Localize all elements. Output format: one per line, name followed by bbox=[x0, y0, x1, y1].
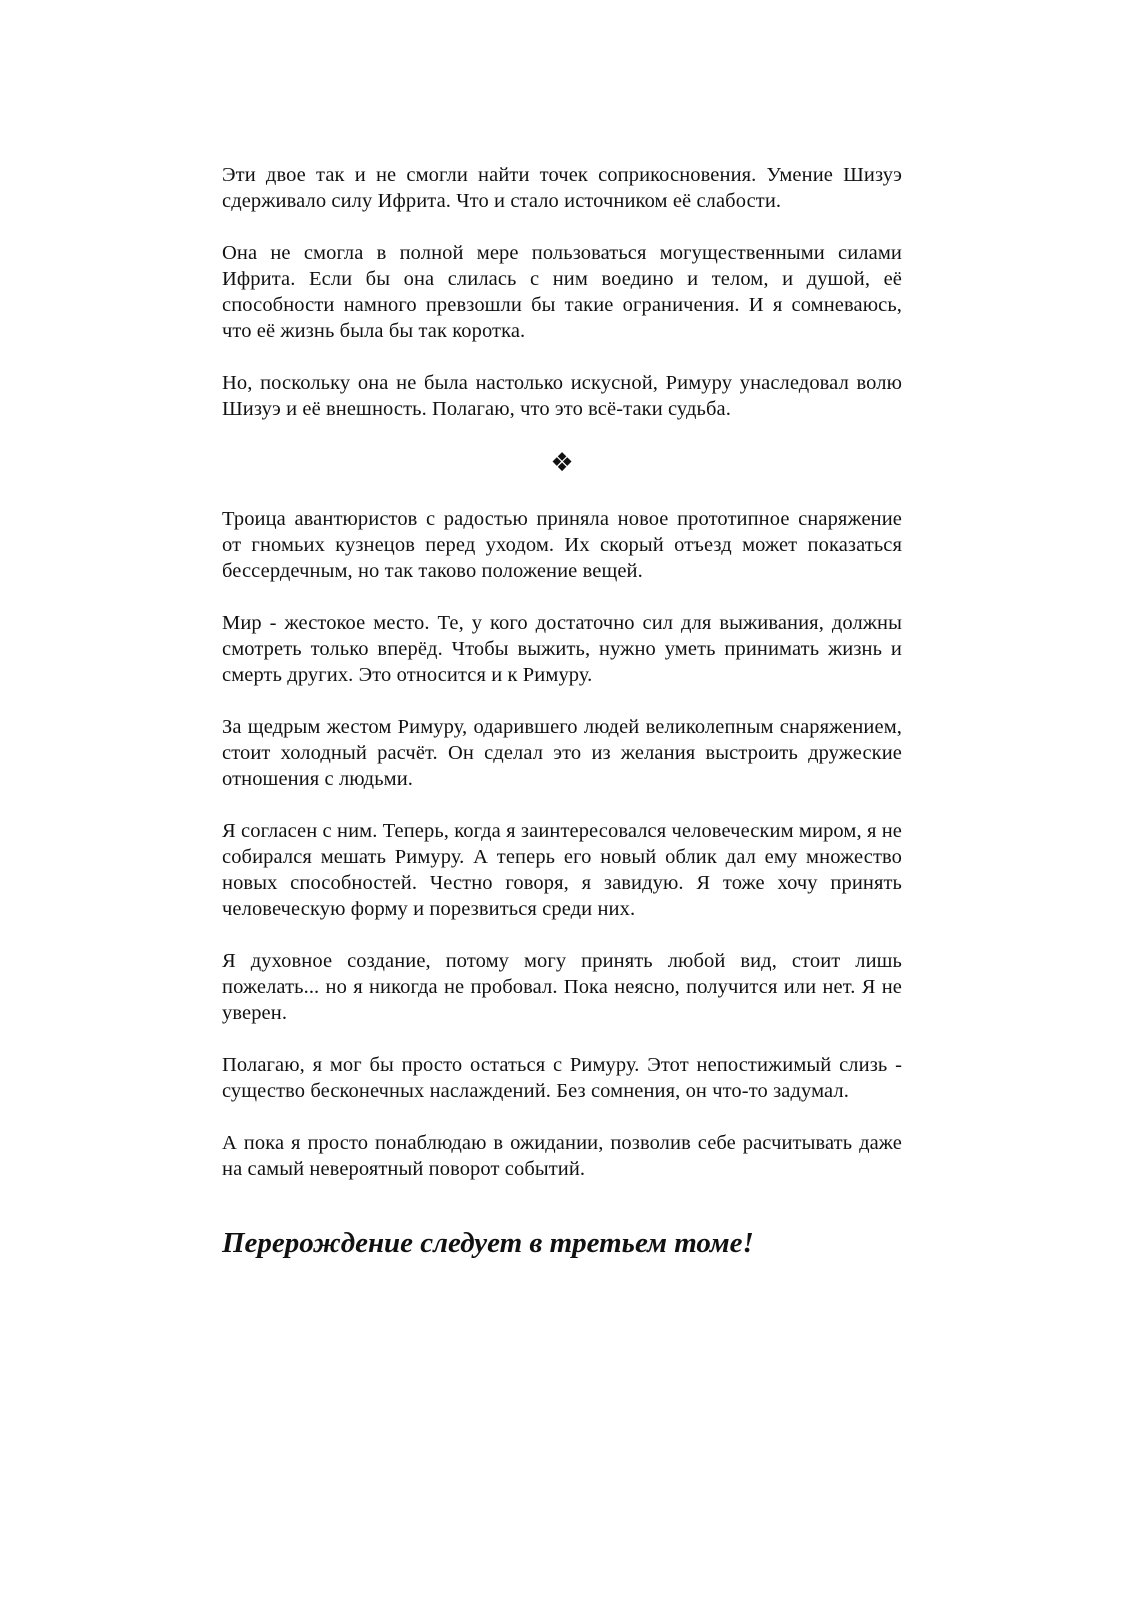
paragraph: Троица авантюристов с радостью приняла новое прототипное снаряжение от гномьих кузнецов перед уходом. Их скорый отъезд может показаться бессердечным, но так таково положение вещей. bbox=[222, 508, 902, 582]
paragraph: Я согласен с ним. Теперь, когда я заинтересовался человеческим миром, я не собирался мешать Римуру. А теперь его новый облик дал ему множество новых способностей. Честно говоря, я завидую. Я тоже хочу принять человеческую форму и порезвиться среди них. bbox=[222, 820, 902, 920]
paragraph: Мир - жестокое место. Те, у кого достаточно сил для выживания, должны смотреть только вперёд. Чтобы выжить, нужно уметь принимать жизнь и смерть других. Это относится и к Римуру. bbox=[222, 612, 902, 686]
closing-announcement: Перерождение следует в третьем томе! bbox=[222, 1227, 754, 1259]
paragraph: Эти двое так и не смогли найти точек соприкосновения. Умение Шизуэ сдерживало силу Ифрита. Что и стало источником её слабости. bbox=[222, 164, 902, 212]
paragraph: За щедрым жестом Римуру, одарившего людей великолепным снаряжением, стоит холодный расчёт. Он сделал это из желания выстроить дружеские отношения с людьми. bbox=[222, 716, 902, 790]
paragraph: Полагаю, я мог бы просто остаться с Римуру. Этот непостижимый слизь - существо бесконечных наслаждений. Без сомнения, он что-то задумал. bbox=[222, 1054, 902, 1102]
section-divider-ornament: ❖ bbox=[550, 448, 574, 478]
paragraph: Но, поскольку она не была настолько искусной, Римуру унаследовал волю Шизуэ и её внешность. Полагаю, что это всё-таки судьба. bbox=[222, 372, 902, 420]
paragraph: А пока я просто понаблюдаю в ожидании, позволив себе расчитывать даже на самый невероятный поворот событий. bbox=[222, 1132, 902, 1180]
paragraph: Она не смогла в полной мере пользоваться могущественными силами Ифрита. Если бы она слилась с ним воедино и телом, и душой, её способности намного превзошли бы такие ограничения. И я сомневаюсь, что её жизнь была бы так коротка. bbox=[222, 242, 902, 342]
page-body bbox=[222, 162, 902, 1260]
paragraph: Я духовное создание, потому могу принять любой вид, стоит лишь пожелать... но я никогда не пробовал. Пока неясно, получится или нет. Я не уверен. bbox=[222, 950, 902, 1024]
